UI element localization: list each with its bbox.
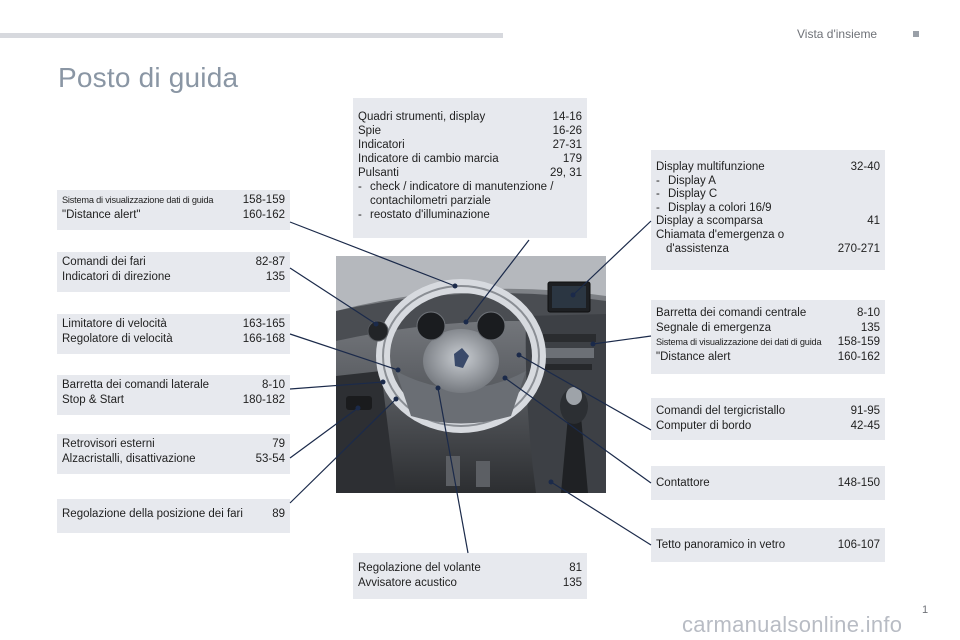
label: Regolatore di velocità (62, 332, 173, 345)
page-ref: 79 (272, 438, 285, 450)
label: Comandi del tergicristallo (656, 405, 786, 417)
label: Alzacristalli, disattivazione (62, 452, 196, 465)
label: d'assistenza (666, 242, 729, 255)
watermark: carmanualsonline.info (682, 612, 903, 637)
page-ref: 179 (562, 153, 582, 165)
page-ref: 29, 31 (550, 167, 582, 179)
page-ref: 91-95 (850, 405, 880, 417)
section-title: Vista d'insieme (797, 27, 878, 41)
label: Pulsanti (358, 167, 399, 179)
box-tergicristallo (651, 398, 885, 440)
bullet: - (656, 188, 660, 201)
section-marker (913, 31, 919, 37)
bullet: - (656, 201, 660, 214)
bullet: - (358, 209, 362, 221)
box-contattore (651, 466, 885, 500)
page-ref: 180-182 (242, 393, 285, 406)
header-bar (0, 33, 503, 38)
page-ref: 160-162 (242, 208, 285, 221)
box-tetto-panoramico (651, 528, 885, 562)
bullet: - (656, 174, 660, 187)
page-ref: 89 (272, 508, 285, 520)
label: Regolazione del volante (358, 562, 481, 574)
bullet-text: Display A (668, 174, 716, 187)
bullet-text: Display C (668, 188, 718, 201)
page-ref: 41 (867, 215, 880, 228)
page-ref: 270-271 (837, 242, 880, 255)
box-sistema-visualizzazione (57, 190, 290, 230)
box-volante (353, 553, 587, 599)
label: Regolazione della posizione dei fari (62, 508, 243, 520)
label: Sistema di visualizzazione dati di guida (62, 195, 214, 205)
page-ref: 82-87 (255, 256, 285, 268)
label: Stop & Start (62, 393, 125, 406)
label: Barretta dei comandi laterale (62, 379, 210, 391)
page-ref: 163-165 (242, 318, 285, 330)
label: Display a scomparsa (656, 215, 763, 228)
label: Spie (358, 125, 382, 137)
page-ref: 158-159 (837, 336, 880, 349)
label: Segnale di emergenza (656, 321, 772, 334)
bullet-text: check / indicatore di manutenzione / contachilometri parziale (370, 181, 554, 207)
bullet-text: reostato d'illuminazione (370, 209, 490, 221)
label: Display multifunzione (656, 161, 765, 173)
label: Avvisatore acustico (358, 576, 457, 589)
page-ref: 8-10 (261, 379, 285, 391)
label: Indicatori di direzione (62, 270, 171, 283)
page-title: Posto di guida (58, 62, 239, 93)
page-ref: 27-31 (552, 139, 582, 151)
label: Quadri strumenti, display (358, 111, 486, 123)
label: Comandi dei fari (62, 256, 146, 268)
label: Chiamata d'emergenza o (656, 228, 785, 241)
box-velocita (57, 314, 290, 354)
page-ref: 42-45 (850, 419, 880, 432)
bullet-text: Display a colori 16/9 (668, 201, 772, 214)
page-ref: 135 (562, 576, 582, 589)
label: Indicatore di cambio marcia (358, 153, 499, 165)
page-ref: 158-159 (242, 194, 285, 206)
page-ref: 135 (265, 270, 285, 283)
page-ref: 106-107 (837, 539, 880, 551)
label: Limitatore di velocità (62, 318, 167, 330)
box-quadri-strumenti (353, 98, 587, 238)
label: Contattore (656, 477, 710, 489)
page-ref: 166-168 (242, 332, 285, 345)
label: Sistema di visualizzazione dei dati di guida (656, 337, 822, 348)
page-ref: 81 (569, 562, 582, 574)
page-ref: 135 (860, 321, 880, 334)
box-comandi-centrale (651, 300, 885, 374)
label: "Distance alert" (62, 208, 141, 221)
page-ref: 160-162 (837, 350, 880, 363)
label: Tetto panoramico in vetro (656, 539, 786, 551)
page-ref: 53-54 (255, 452, 285, 465)
page-ref: 148-150 (837, 477, 880, 489)
box-comandi-laterale (57, 375, 290, 415)
page-number: 1 (922, 604, 929, 616)
box-comandi-fari (57, 252, 290, 292)
page-ref: 14-16 (552, 111, 582, 123)
box-retrovisori (57, 434, 290, 474)
page-ref: 32-40 (850, 161, 880, 173)
label: Barretta dei comandi centrale (656, 307, 807, 319)
dashboard-photo (336, 256, 606, 493)
box-display-multifunzione (651, 150, 885, 270)
label: "Distance alert (656, 350, 731, 363)
bullet: - (358, 181, 362, 193)
label: Indicatori (358, 139, 405, 151)
page-ref: 16-26 (552, 125, 582, 137)
label: Computer di bordo (656, 419, 752, 432)
label: Retrovisori esterni (62, 438, 155, 450)
page-ref: 8-10 (856, 307, 880, 319)
box-posizione-fari (57, 499, 290, 533)
